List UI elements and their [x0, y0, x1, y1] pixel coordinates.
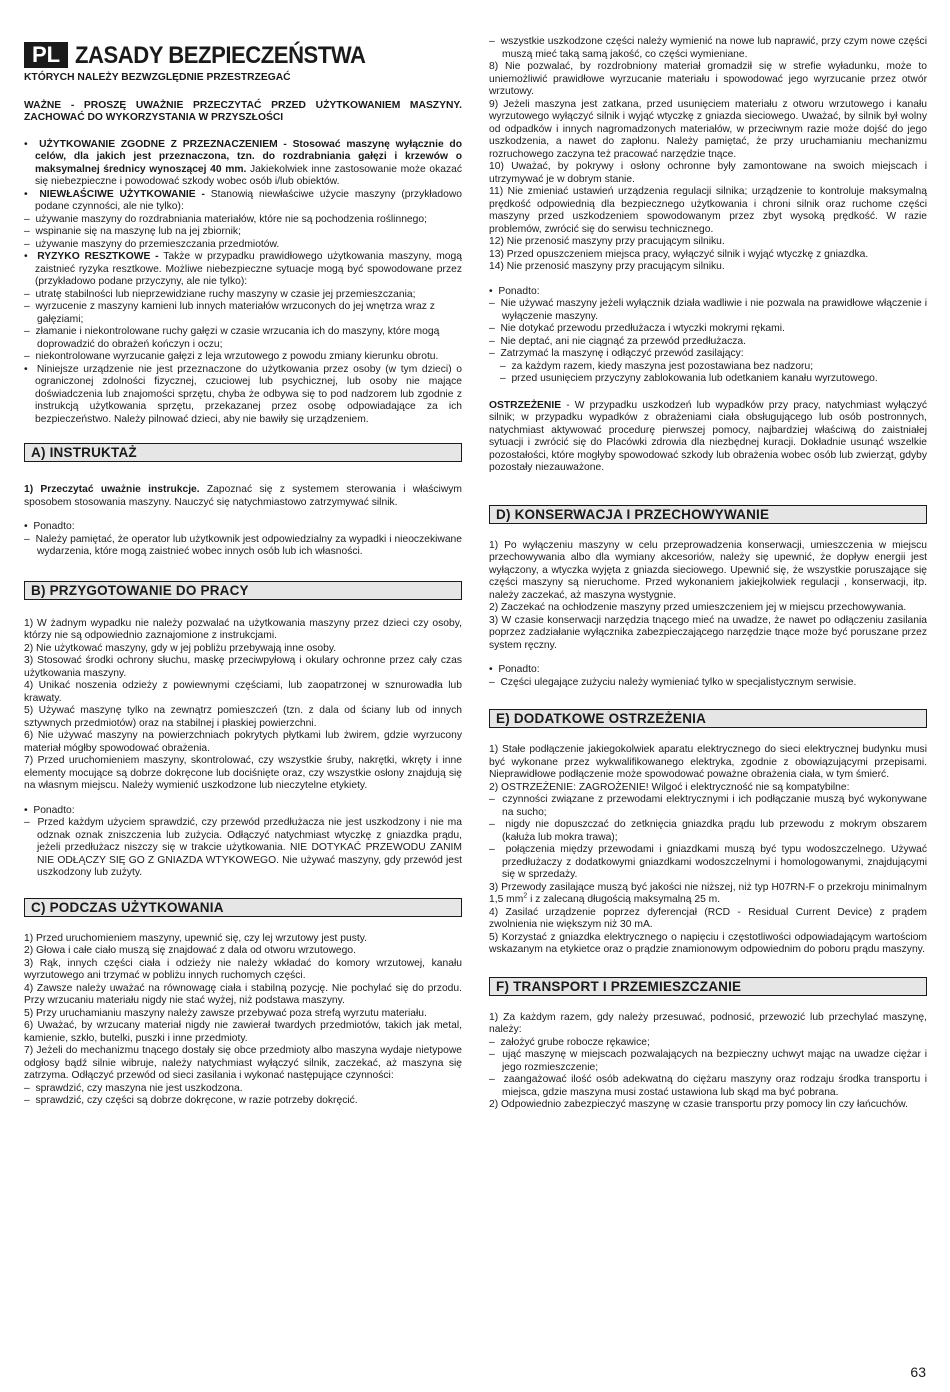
section-e-heading: E) DODATKOWE OSTRZEŻENIA	[489, 709, 927, 728]
section-c-item: 7) Jeżeli do mechanizmu tnącego dostały się obce przedmioty albo maszyna wydaje nietypowe odgłosy bądź silnie wibruje, należy natychmiast wyłączyć silnik, zaczekać, aż maszyna się zatrzyma. Odłączyć przewód od sieci zasilania i wykonać następujące czynności:	[24, 1045, 462, 1081]
list-item: – Nie używać maszyny jeżeli wyłącznik działa wadliwie i nie pozwala na prawidłowe włączenie i wyłączenie maszyny.	[489, 298, 928, 322]
page-number: 63	[910, 1364, 926, 1380]
section-c-item: 9) Jeżeli maszyna jest zatkana, przed usunięciem materiału z otworu wrzutowego i kanału wyrzutowego wyłączyć silnik i wyjąć wtyczkę z gniazda sieciowego. Uważać, by silnik był wolny od odpadków i innych nagromadzonych materiałów, w przeciwnym razie może dojść do jego uszkodzenia, a nawet do zapłonu. Należy pamiętać, że przy uruchamianiu mechanizmu rozruchowego zaczyna też pracować narzędzie tnące.	[489, 98, 927, 160]
list-item: – wspinanie się na maszynę lub na jej zbiornik;	[24, 226, 241, 237]
improper-use-text: Stanowią niewłaściwe użycie maszyny (przykładowo podane czynności, ale nie tylko):	[35, 188, 462, 212]
list-item: – Części ulegające zużyciu należy wymieniać tylko w specjalistycznym serwisie.	[489, 676, 857, 688]
list-item: – złamanie i niekontrolowane ruchy gałęzi w czasie wrzucania ich do maszyny, które mogą doprowadzić do obrażeń kończyn i oczu;	[24, 326, 440, 350]
section-e-item: 4) Zasilać urządzenie poprzez dyferencjał (RCD - Residual Current Device) z prądem zwolnienia nie większym niż 30 mA.	[489, 906, 927, 930]
page-subtitle: KTÓRYCH NALEŻY BEZWZGLĘDNIE PRZESTRZEGAĆ	[24, 72, 291, 83]
section-f-item: 2) Odpowiednio zabezpieczyć maszynę w czasie transportu przy pomocy lin czy łańcuchów.	[489, 1099, 908, 1110]
warning-notice: WAŻNE - PROSZĘ UWAŻNIE PRZECZYTAĆ PRZED UŻYTKOWANIEM MASZYNY. ZACHOWAĆ DO WYKORZYSTANIA W PRZYSZŁOŚCI	[24, 99, 462, 123]
section-b-item: 6) Nie używać maszyny na powierzchniach pokrytych płytkami lub żwirem, gdzie wyrzucony materiał mógłby spowodować obrażenia.	[24, 730, 462, 754]
list-item: – sprawdzić, czy części są dobrze dokręcone, w razie potrzeby dokręcić.	[24, 1095, 358, 1106]
list-item: – założyć grube robocze rękawice;	[489, 1036, 650, 1048]
list-item: – używanie maszyny do rozdrabniania materiałów, które nie są pochodzenia roślinnego;	[24, 213, 427, 225]
section-b-item: 2) Nie użytkować maszyny, gdy w jej pobliżu przebywają inne osoby.	[24, 642, 337, 654]
intended-use-item: • UŻYTKOWANIE ZGODNE Z PRZEZNACZENIEM - Stosować maszynę wyłącznie do celów, dla jakich jest przeznaczona, tzn. do rozdrabniania gałęzi i krzewów o maksymalnej średnicy wynoszącej 40 mm. Jakiekolwiek inne zastosowanie może okazać się niebezpieczne i powodować szkody wobec osób i/lub obiektów.	[24, 138, 462, 187]
section-c-item: 12) Nie przenosić maszyny przy pracującym silniku.	[489, 236, 725, 247]
residual-risk-lead: RYZYKO RESZTKOWE -	[37, 251, 159, 262]
list-item: – ująć maszynę w miejscach pozwalających na bezpieczny uchwyt mając na uwadze ciężar i jego rozmieszczenie;	[489, 1049, 928, 1073]
page-header	[24, 38, 462, 68]
list-item: – niekontrolowane wyrzucanie gałęzi z leja wrzutowego z powodu zmiany kierunku obrotu.	[24, 351, 439, 362]
section-e-item: 2) OSTRZEŻENIE: ZAGROŻENIE! Wilgoć i elektryczność nie są kompatybilne:	[489, 781, 850, 793]
section-c-item: 1) Przed uruchomieniem maszyny, upewnić się, czy lej wrzutowy jest pusty.	[24, 932, 367, 944]
list-item: – Należy pamiętać, że operator lub użytkownik jest odpowiedzialny za wypadki i nieoczekiwane wydarzenia, które mogą zaistnieć wobec innych osób lub ich własności.	[24, 533, 463, 557]
section-c-item: 10) Uważać, by pokrywy i osłony ochronne były zamontowane na swoich miejscach i utrzymywać je w dobrym stanie.	[489, 161, 927, 185]
left-column	[24, 36, 462, 1108]
improper-use-lead: NIEWŁAŚCIWE UŻYTKOWANIE -	[39, 188, 205, 200]
section-b-item: 4) Unikać noszenia odzieży z powiewnymi częściami, lub zaopatrzonej w sznurowadła lub krawaty.	[24, 680, 462, 704]
section-b-heading: B) PRZYGOTOWANIE DO PRACY	[24, 581, 462, 600]
section-c-item: 14) Nie przenosić maszyny przy pracującym silniku.	[489, 261, 725, 272]
list-item: – Nie dotykać przewodu przedłużacza i wtyczki mokrymi rękami.	[489, 323, 785, 334]
section-c-item: 2) Głowa i całe ciało muszą się znajdować z dala od otworu wrzutowego.	[24, 945, 356, 956]
list-item: – Przed każdym użyciem sprawdzić, czy przewód przedłużacza nie jest uszkodzony i nie ma odznak oznak zniszczenia lub zużycia. Odłączyć natychmiast wtyczkę z gniazdka prądu, jeżeli przedłużacz niszczy się w trakcie użytkowania. NIE DOTYKAĆ PRZEWODU ZANIM NIE ODŁĄCZY SIĘ GO Z GNIAZDA WTYKOWEGO. Nie używać maszyny, gdy przewód jest uszkodzony lub zużyty.	[24, 817, 462, 878]
list-item: – sprawdzić, czy maszyna nie jest uszkodzona.	[24, 1082, 243, 1094]
section-a-heading: A) INSTRUKTAŻ	[24, 443, 462, 462]
section-c-item: 8) Nie pozwalać, by rozdrobniony materiał gromadził się w strefie wyładunku, może to uniemożliwić prawidłowe wyrzucanie materiału i spowodować jego wyrzucanie przez otwór wrzutowy.	[489, 61, 927, 97]
list-item: – Zatrzymać la maszynę i odłączyć przewód zasilający:	[489, 348, 744, 359]
list-item: – przed usunięciem przyczyny zablokowania lub odetkaniem kanału wyrzutowego.	[500, 373, 878, 384]
section-b-item: 3) Stosować środki ochrony słuchu, maskę przeciwpyłową i okulary ochronne przez cały czas użytkowania maszyny.	[24, 655, 462, 679]
list-item: – za każdym razem, kiedy maszyna jest pozostawiana bez nadzoru;	[500, 360, 814, 372]
also-label: • Ponadto:	[489, 285, 540, 297]
section-c-item: 13) Przed opuszczeniem miejsca pracy, wyłączyć silnik i wyjąć wtyczkę z gniazdka.	[489, 248, 869, 260]
list-item: – nigdy nie dopuszczać do zetknięcia gniazdka prądu lub przewodu z mokrym obszarem (kałuża lub mokra trawa);	[489, 819, 927, 843]
section-b-item: 1) W żadnym wypadku nie należy pozwalać na użytkowania maszyny przez dzieci czy osoby, którzy nie są odpowiednio zaznajomione z instrukcjami.	[24, 617, 462, 641]
children-item: • Niniejsze urządzenie nie jest przeznaczone do użytkowania przez osoby (w tym dzieci) o ograniczonej zdolności fizycznej, czuciowej lub psychicznej, lub osoby nie mające doświadczenia lub znajomości sprzętu, chyba że odbywa się to pod nadzorem lub zgodnie z instrukcją użytkowania sprzętu, przekazanej przez osobę odpowiadające za ich bezpieczeństwo. Należy pilnować dzieci, aby nie bawiły się urządzeniem.	[24, 363, 462, 425]
section-b-item: 7) Przed uruchomieniem maszyny, skontrolować, czy wszystkie śruby, nakrętki, wkręty i inne elementy mocujące są dobrze dokręcone lub dociśnięte oraz, czy wszystkie osłony znajdują się na własnym miejscu. Należy wymienić uszkodzone lub nieczytelne etykiety.	[24, 755, 462, 791]
section-d-item: 3) W czasie konserwacji narzędzia tnącego mieć na uwadze, że nawet po odłączeniu zasilania poprzez zadziałanie wyłącznika zabezpieczającego narzędzie tnące może być poruszane przez system ręczny.	[489, 614, 927, 651]
section-f-heading: F) TRANSPORT I PRZEMIESZCZANIE	[489, 977, 927, 996]
section-d-heading: D) KONSERWACJA I PRZECHOWYWANIE	[489, 505, 927, 524]
section-c-item: 11) Nie zmieniać ustawień urządzenia regulacji silnika; urządzenie to kontroluje maksymalną prędkość odpowiednią dla bezpiecznego użytkowania i chroni silnik oraz ruchome części maszyny przed uszkodzeniem spowodowanym przez zbyt wysoką prędkość. W razie problemów, zwrócić się do serwisu technicznego.	[489, 186, 927, 235]
also-label: • Ponadto:	[489, 664, 540, 675]
section-e-item: 5) Korzystać z gniazdka elektrycznego o napięciu i częstotliwości odpowiadającym wartościom wskazanym na etykietce oraz o prądzie znamionowym odpowiednim do poboru prądu maszyny.	[489, 931, 927, 955]
list-item: – używanie maszyny do przemieszczania przedmiotów.	[24, 238, 280, 250]
list-item: – wszystkie uszkodzone części należy wymienić na nowe lub naprawić, przy czym nowe części muszą mieć taką samą jakość, co części wymieniane.	[489, 36, 927, 60]
section-c-item: 4) Zawsze należy uważać na równowagę ciała i stabilną pozycję. Nie pochylać się do przodu. Przy wrzucaniu materiału nigdy nie stać wyżej, niż podstawa maszyny.	[24, 982, 462, 1006]
section-c-item: 3) Rąk, innych części ciała i odzieży nie należy wkładać do komory wrzutowej, kanału wyrzutowego ani trzymać w pobliżu innych ruchomych części.	[24, 957, 462, 981]
section-c-item: 6) Uważać, by wrzucany materiał nigdy nie zawierał twardych przedmiotów, takich jak metal, kamienie, szkło, butelki, puszki i inne przedmioty.	[24, 1020, 462, 1044]
intended-use-text: Jakiekolwiek inne zastosowanie może okazać się niebezpieczne i powodować szkody wobec osób i/lub obiektów.	[35, 163, 462, 187]
section-d-item: 2) Zaczekać na ochłodzenie maszyny przed umieszczeniem jej w miejscu przechowywania.	[489, 602, 907, 613]
list-item: – połączenia między przewodami i gniazdkami muszą być typu wodoszczelnego. Używać przedłużaczy z dodatkowymi gniazdkami wodoszczelnymi i homologowanymi, znajdującymi się w sprzedaży.	[489, 844, 928, 880]
list-item: – zaangażować ilość osób adekwatną do ciężaru maszyny oraz rodzaju środka transportu i miejsca, gdzie maszyna musi zostać ustawiona lub skąd ma być pobrana.	[489, 1074, 927, 1098]
section-d-item: 1) Po wyłączeniu maszyny w celu przeprowadzenia konserwacji, umieszczenia w miejscu przechowywania albo dla wymiany akcesoriów, należy się upewnić, że dopływ energii jest wyłączony, a wtyczka wyjęta z gniazda sieciowego. Upewnić się, że wszystkie poruszające się części maszyny są nieruchome. Przed wykonaniem jakiejkolwiek regulacji , konserwacji, itp. należy zaczekać, aż maszyna wystygnie.	[489, 539, 927, 601]
section-e-item: 3) Przewody zasilające muszą być jakości nie niższej, niż typ H07RN-F o przekroju minimalnym 1,5 $mm^2$ i z zalecaną długością maksymalną 25 m.	[489, 881, 927, 905]
section-c-heading: C) PODCZAS UŻYTKOWANIA	[24, 898, 462, 917]
page-title: ZASADY BEZPIECZEŃSTWA	[75, 42, 366, 69]
list-item: – Nie deptać, ani nie ciągnąć za przewód przedłużacza.	[489, 335, 747, 347]
also-label: • Ponadto:	[24, 521, 75, 532]
improper-use-item: • NIEWŁAŚCIWE UŻYTKOWANIE - Stanowią niewłaściwe użycie maszyny (przykładowo podane czynności, ale nie tylko):	[24, 188, 462, 212]
residual-risk-text: Także w przypadku prawidłowego użytkowania maszyny, mogą zaistnieć ryzyka resztkowe. Możliwe niebezpieczne sytuacje mogą być spowodowane przez (przykładowo podane przyczyny, ale nie tylko):	[35, 251, 462, 287]
section-b-item: 5) Używać maszynę tylko na zewnątrz pomieszczeń (tzn. z dala od ściany lub od innych sztywnych przedmiotów) oraz na stabilnej i płaskiej powierzchni.	[24, 705, 462, 729]
intended-use-lead: UŻYTKOWANIE ZGODNE Z PRZEZNACZENIEM - Stosować maszynę wyłącznie do celów, dla jakich jest przeznaczona, tzn. do rozdrabniania gałęzi i krzewów o maksymalnej średnicy wynoszącej 40 mm.	[35, 138, 462, 175]
list-item: – czynności związane z przewodami elektrycznymi i ich podłączanie muszą być wykonywane na sucho;	[489, 794, 927, 818]
also-label: • Ponadto:	[24, 804, 75, 816]
section-c-item: 5) Przy uruchamianiu maszyny należy zawsze przebywać poza strefą wyrzutu materiału.	[24, 1007, 427, 1019]
residual-risk-item: • RYZYKO RESZTKOWE - Także w przypadku prawidłowego użytkowania maszyny, mogą zaistnieć ryzyka resztkowe. Możliwe niebezpieczne sytuacje mogą być spowodowane przez (przykładowo podane przyczyny, ale nie tylko):	[24, 251, 462, 287]
section-a-item: 1) Przeczytać uważnie instrukcje. Zapoznać się z systemem sterowania i właściwym sposobem stosowania maszyny. Nauczyć się natychmiastowo zatrzymywać silnik.	[24, 484, 462, 508]
caution-paragraph: OSTRZEŻENIE - W przypadku uszkodzeń lub wypadków przy pracy, natychmiast wyłączyć silnik; w przypadku wypadków z obrażeniami ciała obsługującego lub osób postronnych, natychmiast aktywować procedurę pierwszej pomocy, najbardziej właściwą do zaistniałej sytuacji i zwrócić się do Placówki zdrowia dla niezbędnej kuracji. Dokładnie usunąć wszelkie pozostałości, które mogłyby spowodować szkody lub obrażenia wobec osób lub zwierząt, gdyby pozostały niezauważone.	[489, 399, 927, 473]
language-badge: PL	[24, 42, 68, 68]
list-item: – wyrzucenie z maszyny kamieni lub innych materiałów wrzuconych do jej wnętrza wraz z gałęziami;	[24, 301, 435, 325]
section-f-item: 1) Za każdym razem, gdy należy przesuwać, podnosić, przewozić lub przechylać maszynę, należy:	[489, 1011, 927, 1035]
right-column	[489, 36, 927, 1112]
list-item: – utratę stabilności lub nieprzewidziane ruchy maszyny w czasie jej przemieszczania;	[24, 288, 416, 300]
section-e-item: 1) Stałe podłączenie jakiegokolwiek aparatu elektrycznego do sieci elektrycznej budynku musi być wykonane przez wykwalifikowanego elektryka, zgodnie z obowiązującymi przepisami. Nieprawidłowe podłączenie może spowodować poważne obrażenia ciała, w tym śmierć.	[489, 744, 927, 780]
